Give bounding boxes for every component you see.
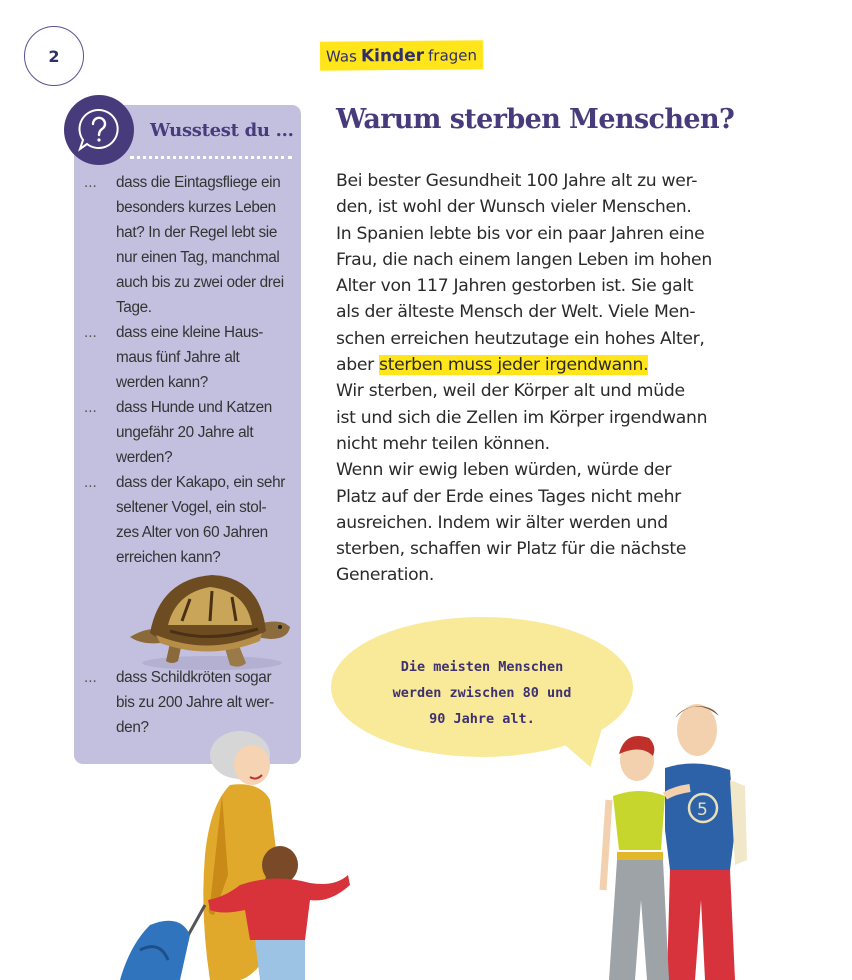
fact-line: dass Hunde und Katzen [116, 399, 272, 416]
body-line: schen erreichen heutzutage ein hohes Alter, [336, 328, 705, 349]
fact-list [84, 170, 296, 570]
body-line: In Spanien lebte bis vor ein paar Jahren eine [336, 223, 705, 244]
fact-line: dass eine kleine Haus- [116, 324, 264, 341]
fact-line: bis zu 200 Jahre alt wer- [116, 694, 274, 711]
body-line: Bei bester Gesundheit 100 Jahre alt zu wer- [336, 171, 698, 191]
speech-bubble-text [331, 654, 633, 732]
body-line: Alter von 117 Jahren gestorben ist. Sie galt [336, 276, 694, 297]
fact-line: besonders kurzes Leben [116, 199, 276, 216]
body-line: Platz auf der Erde eines Tages nicht mehr [336, 486, 681, 507]
fact-line: werden? [116, 449, 173, 466]
tortoise-image [120, 565, 295, 675]
grandmother-child-illustration [110, 725, 360, 980]
fact-line: zes Alter von 60 Jahren [116, 524, 268, 541]
body-line: Generation. [336, 565, 435, 586]
fact-line: dass die Eintagsfliege ein [116, 174, 281, 191]
fact-line: den? [116, 719, 149, 736]
series-tag [320, 40, 483, 70]
bullet-ellipsis: ... [84, 669, 97, 686]
fact-item [84, 170, 296, 320]
fact-line: werden kann? [116, 374, 208, 391]
fact-line: dass der Kakapo, ein sehr [116, 474, 285, 491]
fact-item [84, 395, 296, 470]
body-line: Frau, die nach einem langen Leben im hohen [336, 249, 712, 270]
series-tag-prefix: Was [325, 46, 357, 66]
fact-line: seltener Vogel, ein stol- [116, 499, 267, 516]
question-speech-bubble-icon [64, 95, 134, 165]
article-title: Warum sterben Menschen? [336, 104, 735, 135]
dotted-divider [130, 156, 292, 159]
series-tag-suffix: fragen [427, 45, 478, 65]
bubble-line: Die meisten Menschen [400, 659, 564, 675]
body-text-fragment: aber [336, 355, 380, 376]
page-number: 2 [24, 26, 84, 86]
bullet-ellipsis: ... [84, 324, 97, 341]
body-line [336, 352, 736, 378]
svg-text:5: 5 [697, 800, 708, 820]
fact-line: auch bis zu zwei oder drei [116, 274, 284, 291]
body-line: ausreichen. Indem wir älter werden und [336, 512, 668, 533]
fact-line: ungefähr 20 Jahre alt [116, 424, 254, 441]
highlighted-text: sterben muss jeder irgendwann. [379, 355, 649, 376]
sidebar-title: Wusstest du ... [150, 120, 294, 141]
fact-line: dass Schildkröten sogar [116, 669, 272, 686]
body-line: nicht mehr teilen können. [336, 433, 550, 454]
bullet-ellipsis: ... [84, 399, 97, 416]
bubble-line: 90 Jahre alt. [429, 711, 535, 727]
fact-line: Tage. [116, 299, 152, 316]
fact-line: hat? In der Regel lebt sie [116, 224, 277, 241]
series-tag-bold: Kinder [360, 45, 425, 66]
bubble-line: werden zwischen 80 und [392, 685, 572, 701]
body-line: Wir sterben, weil der Körper alt und müde [336, 381, 685, 402]
bullet-ellipsis: ... [84, 474, 97, 491]
article-body [336, 168, 736, 589]
fact-line: nur einen Tag, manchmal [116, 249, 280, 266]
teenagers-illustration [595, 700, 755, 980]
body-line: ist und sich die Zellen im Körper irgendwann [336, 407, 708, 428]
body-line: als der älteste Mensch der Welt. Viele Men- [336, 302, 696, 323]
fact-line: erreichen kann? [116, 549, 221, 566]
body-line: Wenn wir ewig leben würden, würde der [336, 460, 672, 481]
fact-item [84, 320, 296, 395]
body-line: sterben, schaffen wir Platz für die nächste [336, 539, 687, 560]
bullet-ellipsis: ... [84, 174, 97, 191]
body-line: den, ist wohl der Wunsch vieler Menschen. [336, 197, 692, 218]
fact-line: maus fünf Jahre alt [116, 349, 240, 366]
fact-item [84, 470, 296, 570]
